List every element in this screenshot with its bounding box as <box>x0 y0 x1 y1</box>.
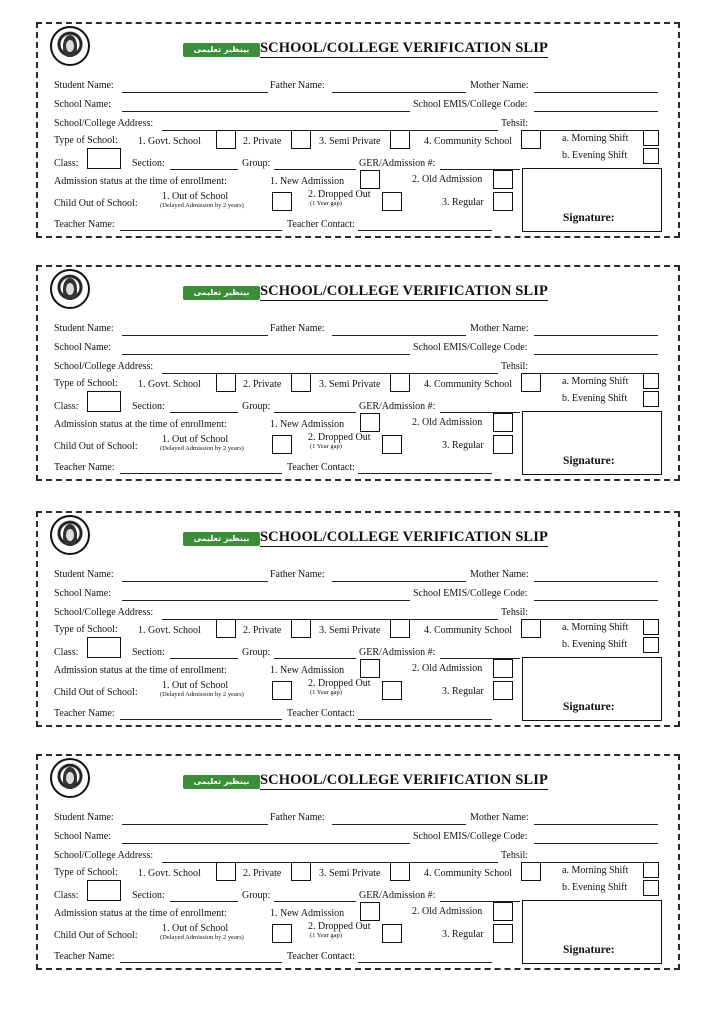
type-semi-private-label: 3. Semi Private <box>319 136 381 147</box>
new-admission-label: 1. New Admission <box>270 908 345 919</box>
father-name-label: Father Name: <box>270 569 325 580</box>
emis-code-label: School EMIS/College Code: <box>413 342 528 353</box>
student-name-label: Student Name: <box>54 812 114 823</box>
type-community-checkbox[interactable] <box>521 862 541 881</box>
dropped-out-checkbox[interactable] <box>382 435 402 454</box>
regular-checkbox[interactable] <box>493 435 513 454</box>
class-label: Class: <box>54 890 79 901</box>
student-name-field[interactable] <box>122 824 268 825</box>
admission-status-label: Admission status at the time of enrollment: <box>54 419 227 430</box>
verification-slip <box>36 754 680 970</box>
morning-shift-label: a. Morning Shift <box>562 133 629 144</box>
out-of-school-checkbox[interactable] <box>272 435 292 454</box>
teacher-contact-field[interactable] <box>358 473 492 474</box>
mother-name-label: Mother Name: <box>470 812 529 823</box>
mother-name-field[interactable] <box>534 92 658 93</box>
group-field[interactable] <box>274 658 356 659</box>
mother-name-label: Mother Name: <box>470 80 529 91</box>
old-admission-checkbox[interactable] <box>493 170 513 189</box>
type-community-label: 4. Community School <box>424 379 513 390</box>
section-field[interactable] <box>170 412 238 413</box>
program-badge: بینظیر تعلیمی وظائف <box>183 775 260 789</box>
school-name-label: School Name: <box>54 831 111 842</box>
program-badge: بینظیر تعلیمی وظائف <box>183 43 260 57</box>
address-label: School/College Address: <box>54 118 154 129</box>
tehsil-field[interactable] <box>532 619 658 620</box>
type-community-label: 4. Community School <box>424 136 513 147</box>
old-admission-label: 2. Old Admission <box>412 174 483 185</box>
out-of-school-note: (Delayed Admission by 2 years) <box>160 691 244 698</box>
emis-code-field[interactable] <box>534 843 658 844</box>
regular-checkbox[interactable] <box>493 924 513 943</box>
mother-name-field[interactable] <box>534 581 658 582</box>
signature-label: Signature: <box>563 455 615 467</box>
emis-code-label: School EMIS/College Code: <box>413 99 528 110</box>
student-name-field[interactable] <box>122 335 268 336</box>
out-of-school-note: (Delayed Admission by 2 years) <box>160 202 244 209</box>
teacher-name-field[interactable] <box>120 473 282 474</box>
type-of-school-label: Type of School: <box>54 378 118 389</box>
signature-label: Signature: <box>563 944 615 956</box>
type-private-label: 2. Private <box>243 625 282 636</box>
class-label: Class: <box>54 158 79 169</box>
dropped-out-checkbox[interactable] <box>382 924 402 943</box>
type-semi-private-checkbox[interactable] <box>390 862 410 881</box>
emis-code-field[interactable] <box>534 600 658 601</box>
type-community-checkbox[interactable] <box>521 130 541 149</box>
out-of-school-checkbox[interactable] <box>272 924 292 943</box>
teacher-name-label: Teacher Name: <box>54 462 115 473</box>
group-label: Group: <box>242 401 271 412</box>
type-semi-private-checkbox[interactable] <box>390 130 410 149</box>
morning-shift-checkbox[interactable] <box>643 130 659 146</box>
type-community-label: 4. Community School <box>424 625 513 636</box>
type-govt-checkbox[interactable] <box>216 130 236 149</box>
group-label: Group: <box>242 158 271 169</box>
old-admission-label: 2. Old Admission <box>412 906 483 917</box>
teacher-contact-label: Teacher Contact: <box>287 462 355 473</box>
type-private-label: 2. Private <box>243 868 282 879</box>
address-label: School/College Address: <box>54 361 154 372</box>
ger-label: GER/Admission #: <box>359 890 436 901</box>
school-name-field[interactable] <box>122 843 410 844</box>
student-name-label: Student Name: <box>54 323 114 334</box>
father-name-field[interactable] <box>332 92 466 93</box>
section-label: Section: <box>132 890 165 901</box>
tehsil-label: Tehsil: <box>501 607 529 618</box>
class-field[interactable] <box>87 148 121 169</box>
evening-shift-label: b. Evening Shift <box>562 882 628 893</box>
ger-label: GER/Admission #: <box>359 401 436 412</box>
slip-title: SCHOOL/COLLEGE VERIFICATION SLIP <box>260 772 548 788</box>
ger-label: GER/Admission #: <box>359 647 436 658</box>
evening-shift-checkbox[interactable] <box>643 880 659 896</box>
address-field[interactable] <box>162 130 498 131</box>
student-name-label: Student Name: <box>54 569 114 580</box>
school-name-label: School Name: <box>54 99 111 110</box>
section-field[interactable] <box>170 658 238 659</box>
morning-shift-checkbox[interactable] <box>643 862 659 878</box>
out-of-school-label: 1. Out of School <box>162 923 229 934</box>
type-community-label: 4. Community School <box>424 868 513 879</box>
old-admission-checkbox[interactable] <box>493 659 513 678</box>
mother-name-label: Mother Name: <box>470 323 529 334</box>
evening-shift-label: b. Evening Shift <box>562 150 628 161</box>
father-name-field[interactable] <box>332 824 466 825</box>
school-name-label: School Name: <box>54 588 111 599</box>
teacher-contact-label: Teacher Contact: <box>287 219 355 230</box>
father-name-field[interactable] <box>332 581 466 582</box>
type-semi-private-label: 3. Semi Private <box>319 625 381 636</box>
child-out-label: Child Out of School: <box>54 198 138 209</box>
type-private-label: 2. Private <box>243 136 282 147</box>
address-label: School/College Address: <box>54 607 154 618</box>
teacher-name-label: Teacher Name: <box>54 951 115 962</box>
type-private-checkbox[interactable] <box>291 619 311 638</box>
regular-label: 3. Regular <box>442 197 484 208</box>
tehsil-field[interactable] <box>532 862 658 863</box>
morning-shift-label: a. Morning Shift <box>562 622 629 633</box>
class-field[interactable] <box>87 880 121 901</box>
out-of-school-label: 1. Out of School <box>162 680 229 691</box>
verification-slip <box>36 265 680 481</box>
section-label: Section: <box>132 401 165 412</box>
mother-name-field[interactable] <box>534 824 658 825</box>
type-govt-checkbox[interactable] <box>216 862 236 881</box>
address-field[interactable] <box>162 862 498 863</box>
regular-label: 3. Regular <box>442 440 484 451</box>
new-admission-label: 1. New Admission <box>270 419 345 430</box>
school-name-field[interactable] <box>122 600 410 601</box>
old-admission-checkbox[interactable] <box>493 413 513 432</box>
old-admission-checkbox[interactable] <box>493 902 513 921</box>
teacher-contact-field[interactable] <box>358 230 492 231</box>
new-admission-label: 1. New Admission <box>270 665 345 676</box>
type-govt-label: 1. Govt. School <box>138 868 201 879</box>
teacher-contact-label: Teacher Contact: <box>287 708 355 719</box>
section-label: Section: <box>132 647 165 658</box>
new-admission-label: 1. New Admission <box>270 176 345 187</box>
type-of-school-label: Type of School: <box>54 135 118 146</box>
type-govt-label: 1. Govt. School <box>138 625 201 636</box>
program-badge: بینظیر تعلیمی وظائف <box>183 286 260 300</box>
dropped-out-label: 2. Dropped Out <box>308 432 371 443</box>
student-name-label: Student Name: <box>54 80 114 91</box>
mother-name-field[interactable] <box>534 335 658 336</box>
benazir-logo-icon <box>50 515 90 555</box>
school-name-field[interactable] <box>122 111 410 112</box>
program-badge: بینظیر تعلیمی وظائف <box>183 532 260 546</box>
dropped-out-label: 2. Dropped Out <box>308 678 371 689</box>
tehsil-field[interactable] <box>532 130 658 131</box>
dropped-out-note: (1 Year gap) <box>310 689 342 696</box>
dropped-out-checkbox[interactable] <box>382 681 402 700</box>
group-label: Group: <box>242 647 271 658</box>
evening-shift-label: b. Evening Shift <box>562 639 628 650</box>
section-field[interactable] <box>170 901 238 902</box>
type-private-label: 2. Private <box>243 379 282 390</box>
school-name-label: School Name: <box>54 342 111 353</box>
slip-title: SCHOOL/COLLEGE VERIFICATION SLIP <box>260 529 548 545</box>
type-semi-private-checkbox[interactable] <box>390 619 410 638</box>
evening-shift-checkbox[interactable] <box>643 148 659 164</box>
class-field[interactable] <box>87 637 121 658</box>
class-field[interactable] <box>87 391 121 412</box>
morning-shift-checkbox[interactable] <box>643 373 659 389</box>
verification-slip <box>36 511 680 727</box>
group-field[interactable] <box>274 412 356 413</box>
type-of-school-label: Type of School: <box>54 624 118 635</box>
admission-status-label: Admission status at the time of enrollment: <box>54 665 227 676</box>
teacher-name-field[interactable] <box>120 230 282 231</box>
evening-shift-label: b. Evening Shift <box>562 393 628 404</box>
signature-label: Signature: <box>563 212 615 224</box>
new-admission-checkbox[interactable] <box>360 170 380 189</box>
father-name-label: Father Name: <box>270 812 325 823</box>
group-field[interactable] <box>274 901 356 902</box>
teacher-name-field[interactable] <box>120 962 282 963</box>
group-label: Group: <box>242 890 271 901</box>
regular-label: 3. Regular <box>442 929 484 940</box>
out-of-school-checkbox[interactable] <box>272 192 292 211</box>
dropped-out-note: (1 Year gap) <box>310 932 342 939</box>
evening-shift-checkbox[interactable] <box>643 637 659 653</box>
old-admission-label: 2. Old Admission <box>412 663 483 674</box>
morning-shift-label: a. Morning Shift <box>562 376 629 387</box>
father-name-label: Father Name: <box>270 323 325 334</box>
father-name-label: Father Name: <box>270 80 325 91</box>
morning-shift-checkbox[interactable] <box>643 619 659 635</box>
address-label: School/College Address: <box>54 850 154 861</box>
type-govt-label: 1. Govt. School <box>138 136 201 147</box>
child-out-label: Child Out of School: <box>54 441 138 452</box>
tehsil-field[interactable] <box>532 373 658 374</box>
section-field[interactable] <box>170 169 238 170</box>
new-admission-checkbox[interactable] <box>360 902 380 921</box>
type-semi-private-label: 3. Semi Private <box>319 868 381 879</box>
type-community-checkbox[interactable] <box>521 373 541 392</box>
type-govt-label: 1. Govt. School <box>138 379 201 390</box>
tehsil-label: Tehsil: <box>501 850 529 861</box>
out-of-school-label: 1. Out of School <box>162 434 229 445</box>
teacher-contact-field[interactable] <box>358 962 492 963</box>
tehsil-label: Tehsil: <box>501 361 529 372</box>
dropped-out-label: 2. Dropped Out <box>308 921 371 932</box>
type-semi-private-label: 3. Semi Private <box>319 379 381 390</box>
class-label: Class: <box>54 647 79 658</box>
slip-title: SCHOOL/COLLEGE VERIFICATION SLIP <box>260 40 548 56</box>
dropped-out-label: 2. Dropped Out <box>308 189 371 200</box>
student-name-field[interactable] <box>122 581 268 582</box>
type-private-checkbox[interactable] <box>291 130 311 149</box>
section-label: Section: <box>132 158 165 169</box>
regular-label: 3. Regular <box>442 686 484 697</box>
dropped-out-checkbox[interactable] <box>382 192 402 211</box>
regular-checkbox[interactable] <box>493 681 513 700</box>
morning-shift-label: a. Morning Shift <box>562 865 629 876</box>
out-of-school-label: 1. Out of School <box>162 191 229 202</box>
dropped-out-note: (1 Year gap) <box>310 443 342 450</box>
out-of-school-note: (Delayed Admission by 2 years) <box>160 934 244 941</box>
type-community-checkbox[interactable] <box>521 619 541 638</box>
ger-label: GER/Admission #: <box>359 158 436 169</box>
regular-checkbox[interactable] <box>493 192 513 211</box>
emis-code-label: School EMIS/College Code: <box>413 588 528 599</box>
benazir-logo-icon <box>50 269 90 309</box>
type-semi-private-checkbox[interactable] <box>390 373 410 392</box>
benazir-logo-icon <box>50 26 90 66</box>
type-private-checkbox[interactable] <box>291 862 311 881</box>
teacher-name-label: Teacher Name: <box>54 708 115 719</box>
mother-name-label: Mother Name: <box>470 569 529 580</box>
benazir-logo-icon <box>50 758 90 798</box>
class-label: Class: <box>54 401 79 412</box>
address-field[interactable] <box>162 619 498 620</box>
admission-status-label: Admission status at the time of enrollment: <box>54 176 227 187</box>
father-name-field[interactable] <box>332 335 466 336</box>
out-of-school-note: (Delayed Admission by 2 years) <box>160 445 244 452</box>
dropped-out-note: (1 Year gap) <box>310 200 342 207</box>
school-name-field[interactable] <box>122 354 410 355</box>
child-out-label: Child Out of School: <box>54 687 138 698</box>
old-admission-label: 2. Old Admission <box>412 417 483 428</box>
teacher-contact-label: Teacher Contact: <box>287 951 355 962</box>
tehsil-label: Tehsil: <box>501 118 529 129</box>
emis-code-label: School EMIS/College Code: <box>413 831 528 842</box>
type-govt-checkbox[interactable] <box>216 619 236 638</box>
evening-shift-checkbox[interactable] <box>643 391 659 407</box>
child-out-label: Child Out of School: <box>54 930 138 941</box>
teacher-name-field[interactable] <box>120 719 282 720</box>
group-field[interactable] <box>274 169 356 170</box>
student-name-field[interactable] <box>122 92 268 93</box>
type-private-checkbox[interactable] <box>291 373 311 392</box>
teacher-name-label: Teacher Name: <box>54 219 115 230</box>
signature-label: Signature: <box>563 701 615 713</box>
new-admission-checkbox[interactable] <box>360 413 380 432</box>
emis-code-field[interactable] <box>534 111 658 112</box>
new-admission-checkbox[interactable] <box>360 659 380 678</box>
type-of-school-label: Type of School: <box>54 867 118 878</box>
admission-status-label: Admission status at the time of enrollment: <box>54 908 227 919</box>
verification-slip <box>36 22 680 238</box>
out-of-school-checkbox[interactable] <box>272 681 292 700</box>
teacher-contact-field[interactable] <box>358 719 492 720</box>
emis-code-field[interactable] <box>534 354 658 355</box>
type-govt-checkbox[interactable] <box>216 373 236 392</box>
slip-title: SCHOOL/COLLEGE VERIFICATION SLIP <box>260 283 548 299</box>
address-field[interactable] <box>162 373 498 374</box>
